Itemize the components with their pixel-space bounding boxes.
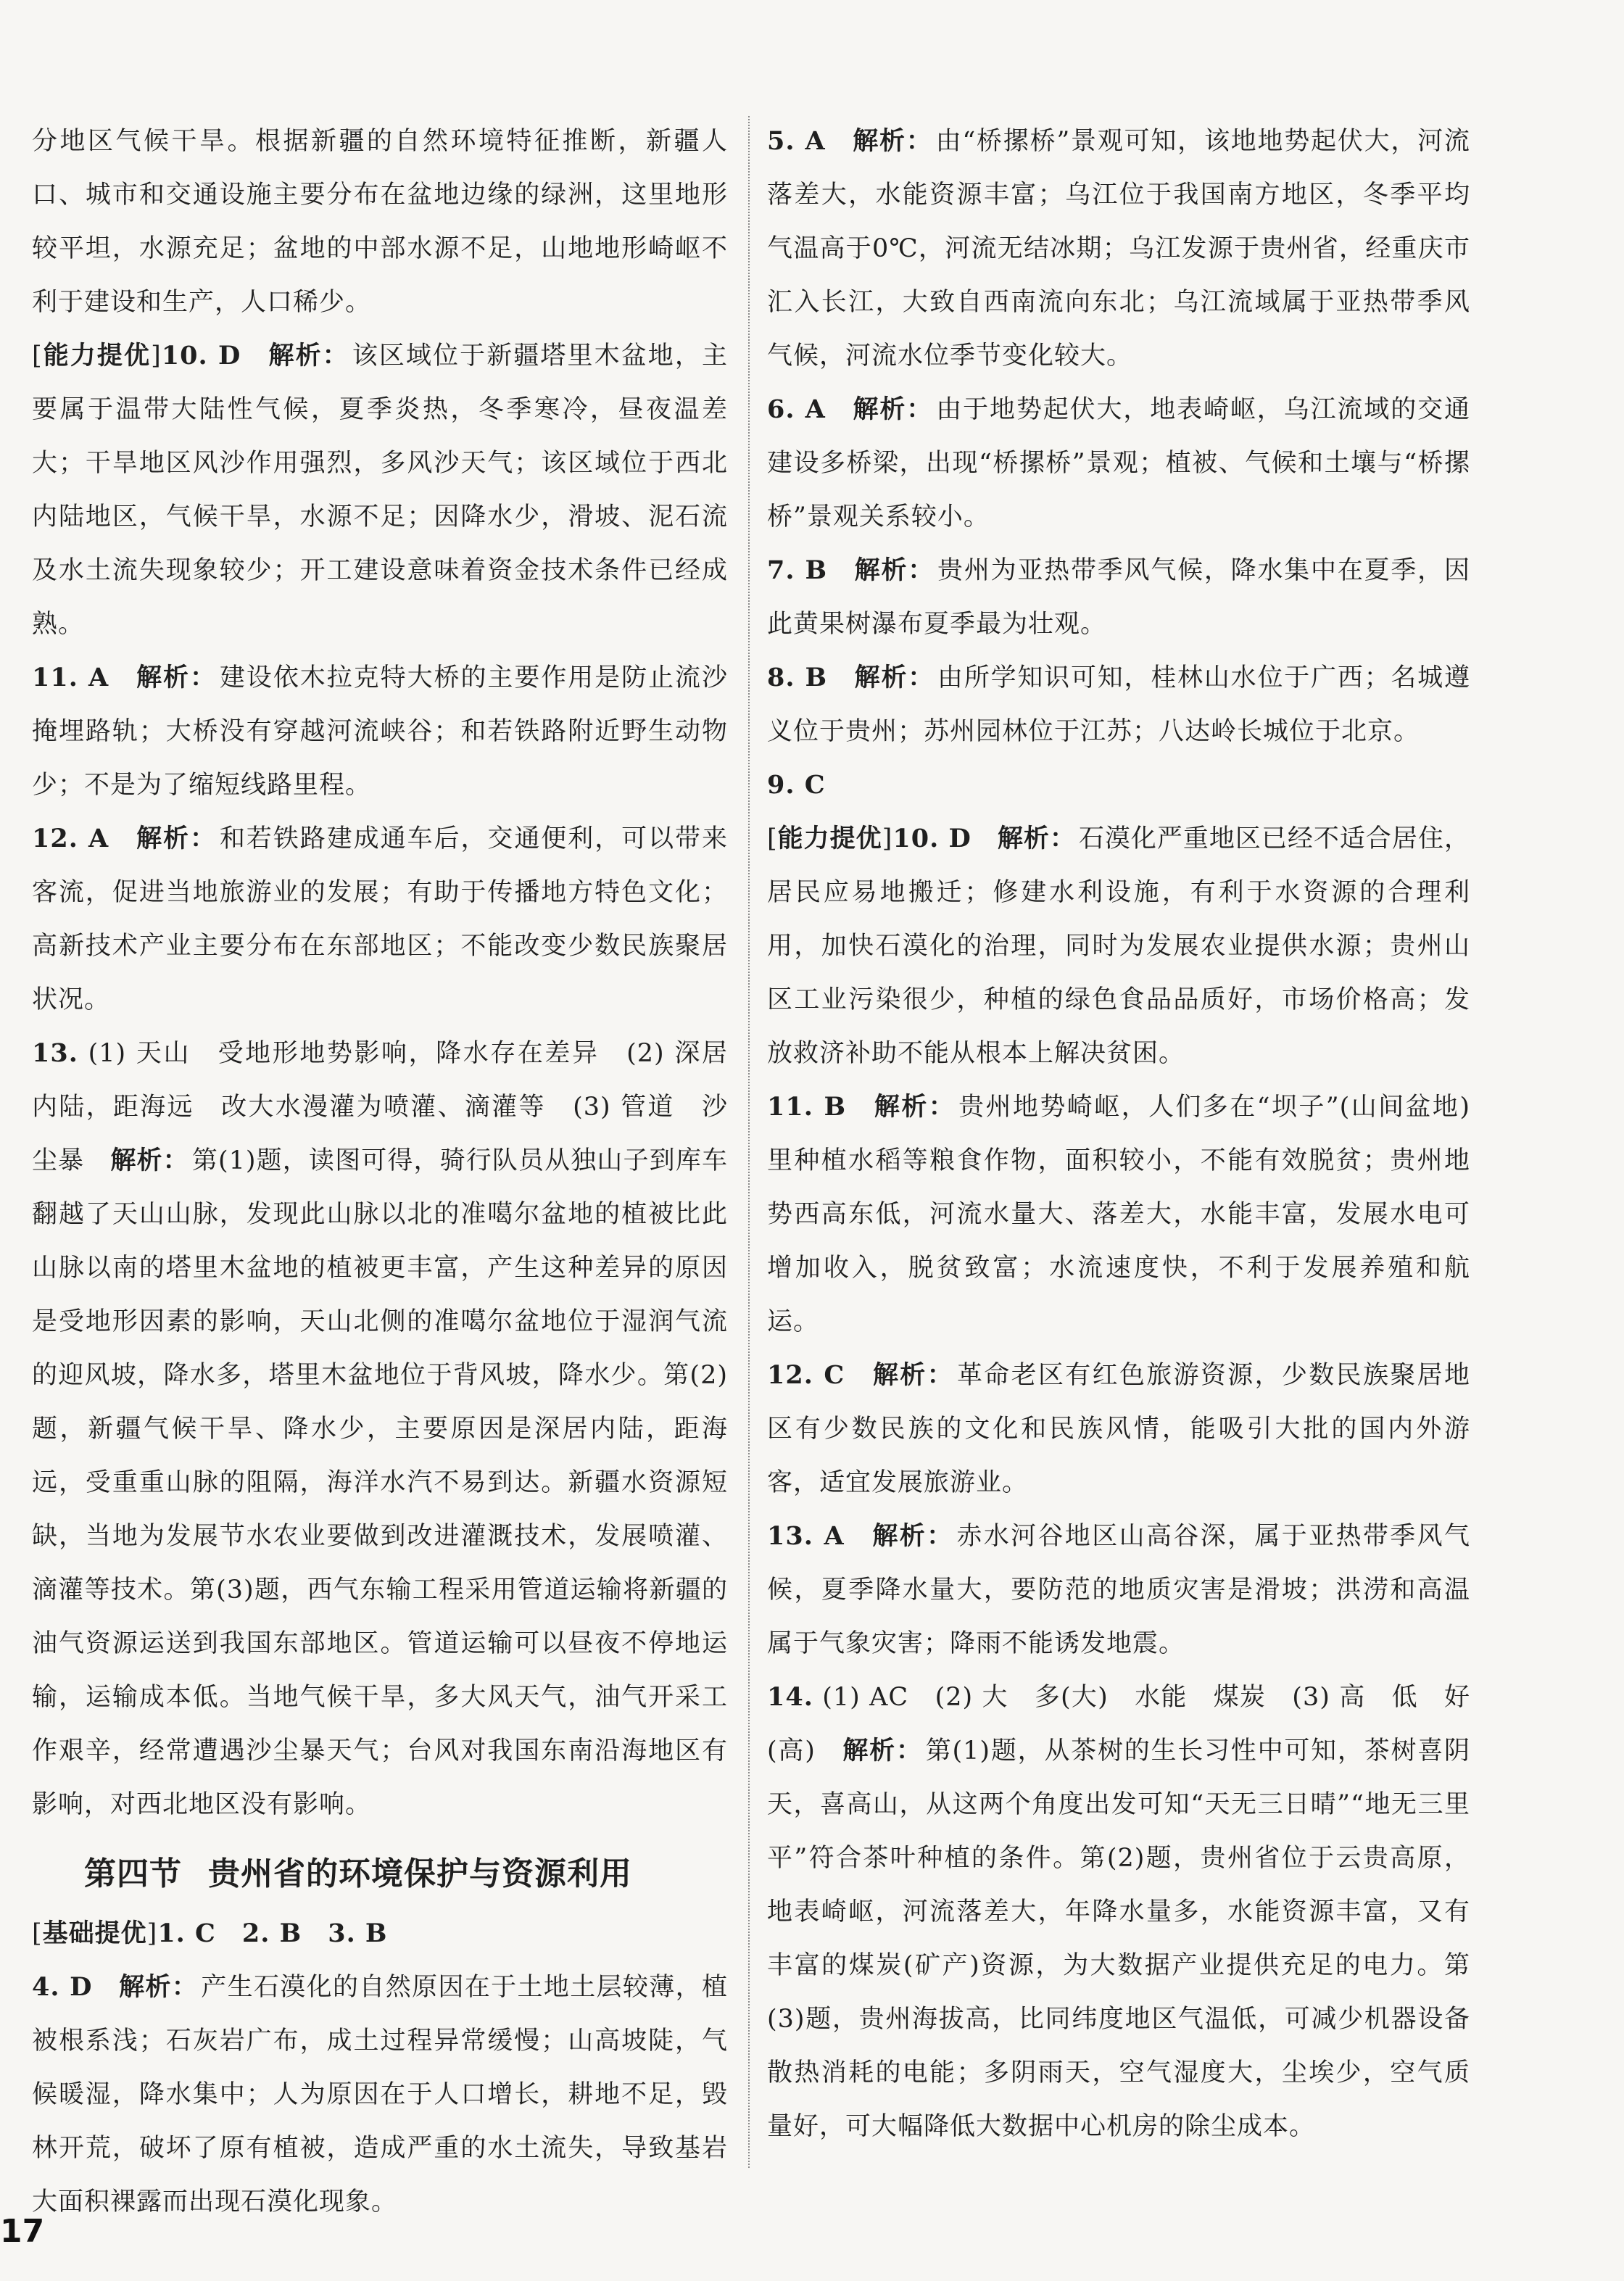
analysis-text: 产生石漠化的自然原因在于土地土层较薄，植被根系浅；石灰岩广布，成土过程异常缓慢；山高坡陡，气候暖湿，降水集中；人为原因在于人口增长，耕地不足，毁林开荒，破坏了原有植被，造成严重的水土流失，导致基岩大面积裸露而出现石漠化现象。 [32, 1973, 728, 2216]
analysis-text: 由于地势起伏大，地表崎岖，乌江流域的交通建设多桥梁，出现“桥摞桥”景观；植被、气候和土壤与“桥摞桥”景观关系较小。 [767, 395, 1470, 531]
left-column [32, 115, 728, 2229]
answer-number: 6. A [767, 394, 826, 424]
right-column [767, 115, 1470, 2153]
continuation-paragraph [32, 115, 728, 329]
answer-item-8-right [767, 651, 1470, 758]
answer-number: 12. A [32, 824, 109, 853]
analysis-label: 解析： [853, 394, 934, 424]
section-title: 贵州省的环境保护与资源利用 [208, 1855, 632, 1892]
answer-item-13-right [767, 1510, 1470, 1671]
analysis-label: 解析： [110, 1146, 189, 1175]
answer-list: 1. C 2. B 3. B [157, 1918, 388, 1948]
analysis-text: 和若铁路建成通车后，交通便利，可以带来客流，促进当地旅游业的发展；有助于传播地方特色文化；高新技术产业主要分布在东部地区；不能改变少数民族聚居状况。 [32, 824, 728, 1014]
analysis-label: 解析： [119, 1972, 199, 2002]
answer-item-4-left [32, 1961, 728, 2229]
answer-item-14-right [767, 1671, 1470, 2153]
analysis-label: 解析： [136, 663, 217, 692]
analysis-text: 由“桥摞桥”景观可知，该地地势起伏大，河流落差大，水能资源丰富；乌江位于我国南方地区，冬季平均气温高于0℃，河流无结冰期；乌江发源于贵州省，经重庆市汇入长江，大致自西南流向东北；乌江流域属于亚热带季风气候，河流水位季节变化较大。 [767, 127, 1470, 370]
analysis-text: 革命老区有红色旅游资源，少数民族聚居地区有少数民族的文化和民族风情，能吸引大批的国内外游客，适宜发展旅游业。 [767, 1361, 1470, 1497]
ability-tag [767, 824, 892, 853]
basic-answers-row [32, 1907, 728, 1961]
paragraph-text: 分地区气候干旱。根据新疆的自然环境特征推断，新疆人口、城市和交通设施主要分布在盆地边缘的绿洲，这里地形较平坦，水源充足；盆地的中部水源不足，山地地形崎岖不利于建设和生产，人口稀少。 [32, 127, 728, 317]
analysis-label: 解析： [997, 824, 1076, 853]
answer-number: 12. C [767, 1360, 845, 1390]
answer-item-5-right [767, 115, 1470, 383]
analysis-text: 第(1)题，读图可得，骑行队员从独山子到库车翻越了天山山脉，发现此山脉以北的准噶尔盆地的植被比此山脉以南的塔里木盆地的植被更丰富，产生这种差异的原因是受地形因素的影响，天山北侧的准噶尔盆地位于湿润气流的迎风坡，降水多，塔里木盆地位于背风坡，降水少。第(2)题，新疆气候干旱、降水少，主要原因是深居内陆，距海远，受重重山脉的阻隔，海洋水汽不易到达。新疆水资源短缺，当地为发展节水农业要做到改进灌溉技术，发展喷灌、滴灌等技术。第(3)题，西气东输工程采用管道运输将新疆的油气资源运送到我国东部地区。管道运输可以昼夜不停地运输，运输成本低。当地气候干旱，多大风天气，油气开采工作艰辛，经常遭遇沙尘暴天气；台风对我国东南沿海地区有影响，对西北地区没有影响。 [32, 1146, 728, 1819]
analysis-text: 赤水河谷地区山高谷深，属于亚热带季风气候，夏季降水量大，要防范的地质灾害是滑坡；洪涝和高温属于气象灾害；降雨不能诱发地震。 [767, 1522, 1470, 1658]
analysis-label: 解析： [842, 1736, 923, 1765]
answer-item-7-right [767, 544, 1470, 651]
answer-number: 7. B [767, 555, 828, 585]
section-number: 第四节 [84, 1855, 182, 1892]
answer-item-10-right [767, 812, 1470, 1080]
analysis-label: 解析： [853, 126, 933, 156]
tag-label: 能力提优 [777, 824, 882, 853]
analysis-text: 建设依木拉克特大桥的主要作用是防止流沙掩埋路轨；大桥没有穿越河流峡谷；和若铁路附近野生动物少；不是为了缩短线路里程。 [32, 663, 728, 800]
answer-item-13-left [32, 1027, 728, 1831]
answer-number: 10. D [892, 824, 972, 853]
analysis-label: 解析： [854, 663, 935, 692]
analysis-label: 解析： [268, 341, 349, 370]
answer-number: 13. A [767, 1521, 845, 1551]
answer-number: 11. A [32, 663, 109, 692]
answer-item-12-right [767, 1349, 1470, 1510]
answer-text: (1) 天山 受地形地势影响，降水存在差异 (2) 深居内陆，距海远 改大水漫灌为喷灌、滴灌等 (3) 管道 沙尘暴 [32, 1039, 728, 1175]
analysis-text: 贵州为亚热带季风气候，降水集中在夏季，因此黄果树瀑布夏季最为壮观。 [767, 556, 1470, 639]
answer-number: 5. A [767, 126, 826, 156]
ability-tag [32, 341, 162, 370]
answer-item-10-left [32, 329, 728, 651]
analysis-text: 该区域位于新疆塔里木盆地，主要属于温带大陆性气候，夏季炎热，冬季寒冷，昼夜温差大；干旱地区风沙作用强烈，多风沙天气；该区域位于西北内陆地区，气候干旱，水源不足；因降水少，滑坡、泥石流及水土流失现象较少；开工建设意味着资金技术条件已经成熟。 [32, 341, 728, 639]
answer-text: (1) AC (2) 大 多(大) 水能 煤炭 (3) 高 低 好(高) [767, 1683, 1470, 1765]
analysis-label: 解析： [872, 1521, 954, 1551]
basic-tag [32, 1919, 157, 1948]
analysis-text: 石漠化严重地区已经不适合居住，居民应易地搬迁；修建水利设施，有利于水资源的合理利用，加快石漠化的治理，同时为发展农业提供水源；贵州山区工业污染很少，种植的绿色食品品质好，市场价格高；发放救济补助不能从根本上解决贫困。 [767, 824, 1470, 1068]
answer-item-11-left [32, 651, 728, 812]
answer-number: 14. [767, 1682, 813, 1712]
analysis-label: 解析： [874, 1092, 956, 1122]
answer-number: 9. C [767, 770, 826, 800]
analysis-text: 第(1)题，从茶树的生长习性中可知，茶树喜阴天，喜高山，从这两个角度出发可知“天无三日晴”“地无三里平”符合茶叶种植的条件。第(2)题，贵州省位于云贵高原，地表崎岖，河流落差大，年降水量多，水能资源丰富，又有丰富的煤炭(矿产)资源，为大数据产业提供充足的电力。第(3)题，贵州海拔高，比同纬度地区气温低，可减少机器设备散热消耗的电能；多阴雨天，空气湿度大，尘埃少，空气质量好，可大幅降低大数据中心机房的除尘成本。 [767, 1736, 1470, 2141]
analysis-text: 由所学知识可知，桂林山水位于广西；名城遵义位于贵州；苏州园林位于江苏；八达岭长城位于北京。 [767, 663, 1470, 746]
tag-label: 基础提优 [42, 1918, 147, 1948]
answer-item-11-right [767, 1080, 1470, 1349]
answer-number: 13. [32, 1038, 78, 1068]
answer-number: 8. B [767, 663, 828, 692]
answer-number: 4. D [32, 1972, 93, 2002]
answer-number: 10. D [161, 341, 241, 370]
tag-label: 能力提优 [42, 341, 152, 370]
analysis-label: 解析： [136, 824, 217, 853]
page-number: 17 [0, 2213, 45, 2250]
answer-item-12-left [32, 812, 728, 1027]
analysis-text: 贵州地势崎岖，人们多在“坝子”(山间盆地)里种植水稻等粮食作物，面积较小，不能有效脱贫；贵州地势西高东低，河流水量大、落差大，水能丰富，发展水电可增加收入，脱贫致富；水流速度快，不利于发展养殖和航运。 [767, 1093, 1470, 1336]
answer-item-6-right [767, 383, 1470, 544]
analysis-label: 解析： [854, 555, 935, 585]
section-heading [32, 1847, 728, 1901]
answer-item-9-right [767, 758, 1470, 812]
analysis-label: 解析： [872, 1360, 954, 1390]
column-divider [748, 116, 750, 2168]
answer-number: 11. B [767, 1092, 847, 1122]
